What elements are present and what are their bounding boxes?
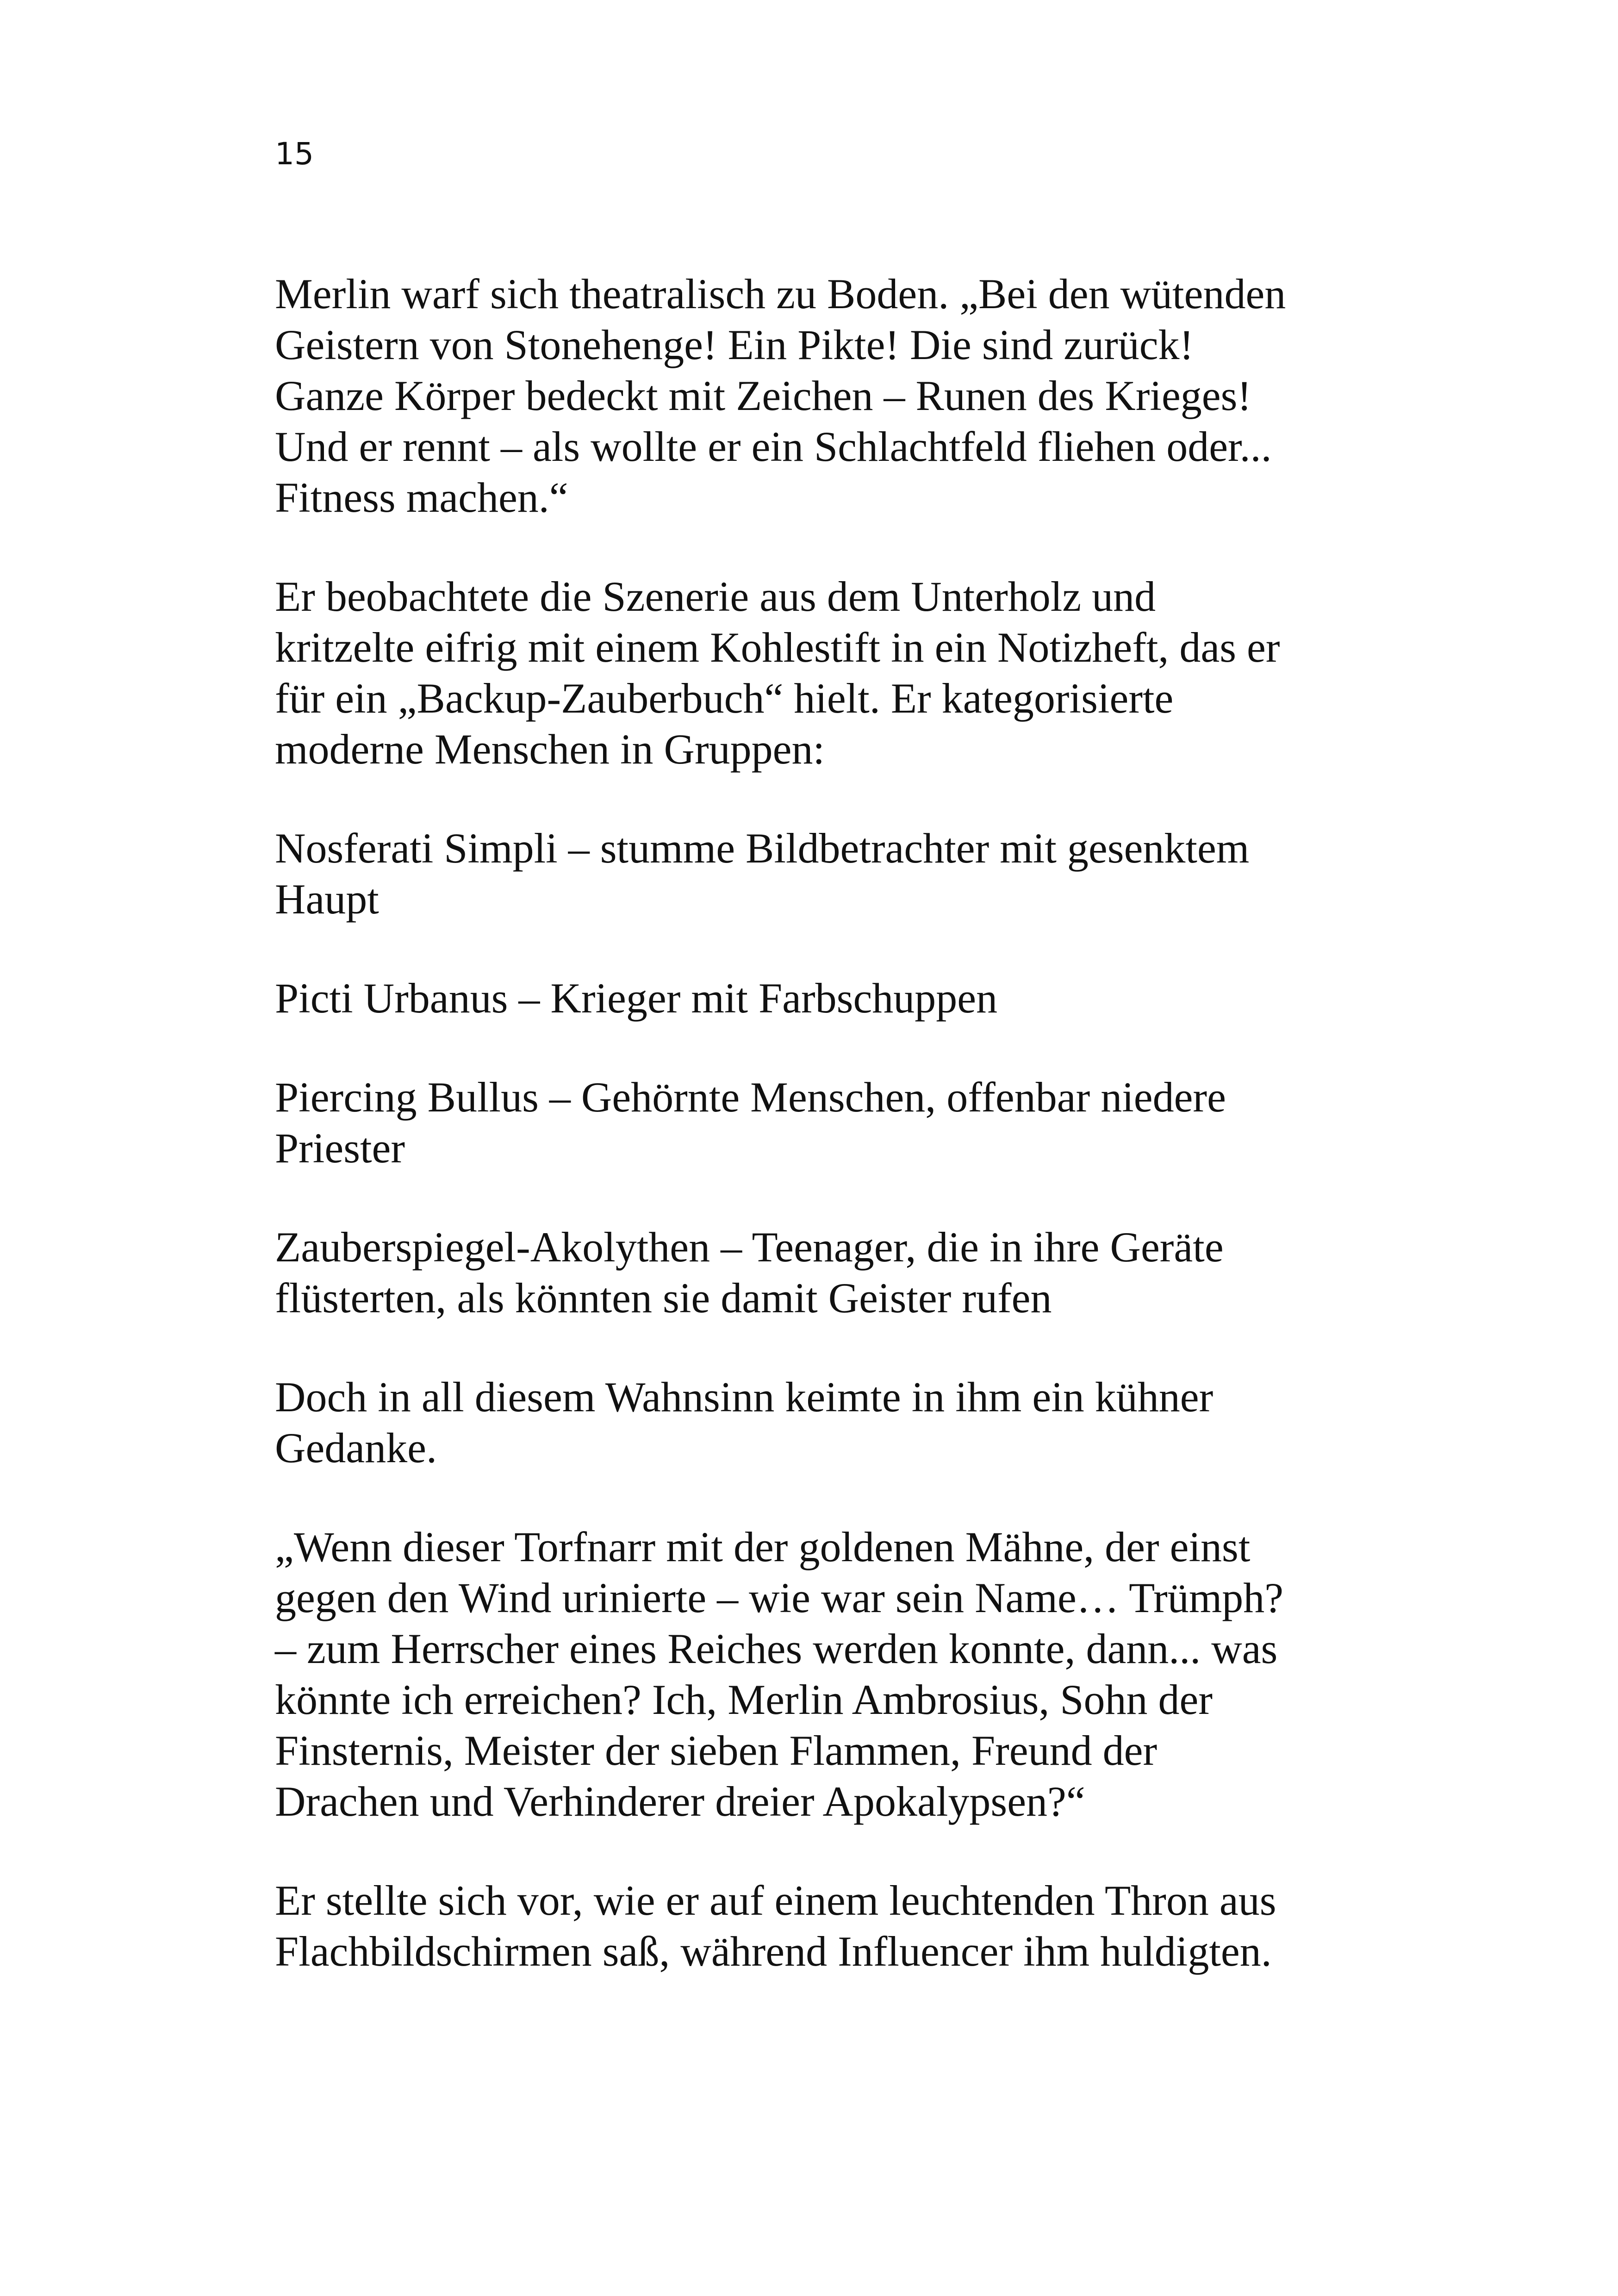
text-line: gegen den Wind urinierte – wie war sein Name… Trümph?	[275, 1574, 1284, 1621]
text-line: Flachbildschirmen saß, während Influencer ihm huldigten.	[275, 1928, 1272, 1975]
text-line: Nosferati Simpli – stumme Bildbetrachter mit gesenktem	[275, 825, 1250, 872]
text-line: Finsternis, Meister der sieben Flammen, Freund der	[275, 1727, 1157, 1774]
text-line: Und er rennt – als wollte er ein Schlachtfeld fliehen oder...	[275, 423, 1272, 470]
paragraph	[275, 268, 1367, 523]
text-line: Priester	[275, 1124, 405, 1172]
text-line: könnte ich erreichen? Ich, Merlin Ambrosius, Sohn der	[275, 1676, 1213, 1723]
text-line: kritzelte eifrig mit einem Kohlestift in ein Notizheft, das er	[275, 624, 1280, 671]
text-line: Fitness machen.“	[275, 474, 568, 521]
text-line: Drachen und Verhinderer dreier Apokalypsen?“	[275, 1778, 1085, 1825]
text-line: „Wenn dieser Torfnarr mit der goldenen Mähne, der einst	[275, 1523, 1251, 1570]
page-number: 15	[275, 136, 314, 172]
text-line: Haupt	[275, 875, 379, 923]
paragraph	[275, 571, 1367, 775]
paragraph	[275, 1521, 1367, 1827]
text-line: Zauberspiegel-Akolythen – Teenager, die in ihre Geräte	[275, 1223, 1224, 1271]
text-line: moderne Menschen in Gruppen:	[275, 726, 825, 773]
text-line: Geistern von Stonehenge! Ein Pikte! Die sind zurück!	[275, 321, 1194, 368]
text-line: – zum Herrscher eines Reiches werden konnte, dann... was	[275, 1625, 1278, 1672]
text-line: flüsterten, als könnten sie damit Geister rufen	[275, 1274, 1052, 1322]
paragraph	[275, 1371, 1367, 1473]
paragraph	[275, 973, 1367, 1024]
paragraph	[275, 1222, 1367, 1323]
text-line: Merlin warf sich theatralisch zu Boden. „Bei den wütenden	[275, 270, 1286, 317]
paragraph	[275, 1072, 1367, 1173]
text-line: Gedanke.	[275, 1424, 437, 1471]
paragraph	[275, 823, 1367, 925]
text-line: für ein „Backup-Zauberbuch“ hielt. Er kategorisierte	[275, 675, 1174, 722]
text-line: Ganze Körper bedeckt mit Zeichen – Runen des Krieges!	[275, 372, 1252, 419]
paragraph	[275, 1875, 1367, 1977]
text-line: Er beobachtete die Szenerie aus dem Unterholz und	[275, 573, 1156, 620]
body-text	[275, 268, 1367, 2025]
text-line: Er stellte sich vor, wie er auf einem leuchtenden Thron aus	[275, 1877, 1276, 1924]
text-line: Piercing Bullus – Gehörnte Menschen, offenbar niedere	[275, 1074, 1226, 1121]
text-line: Doch in all diesem Wahnsinn keimte in ihm ein kühner	[275, 1373, 1214, 1421]
text-line: Picti Urbanus – Krieger mit Farbschuppen	[275, 974, 998, 1022]
